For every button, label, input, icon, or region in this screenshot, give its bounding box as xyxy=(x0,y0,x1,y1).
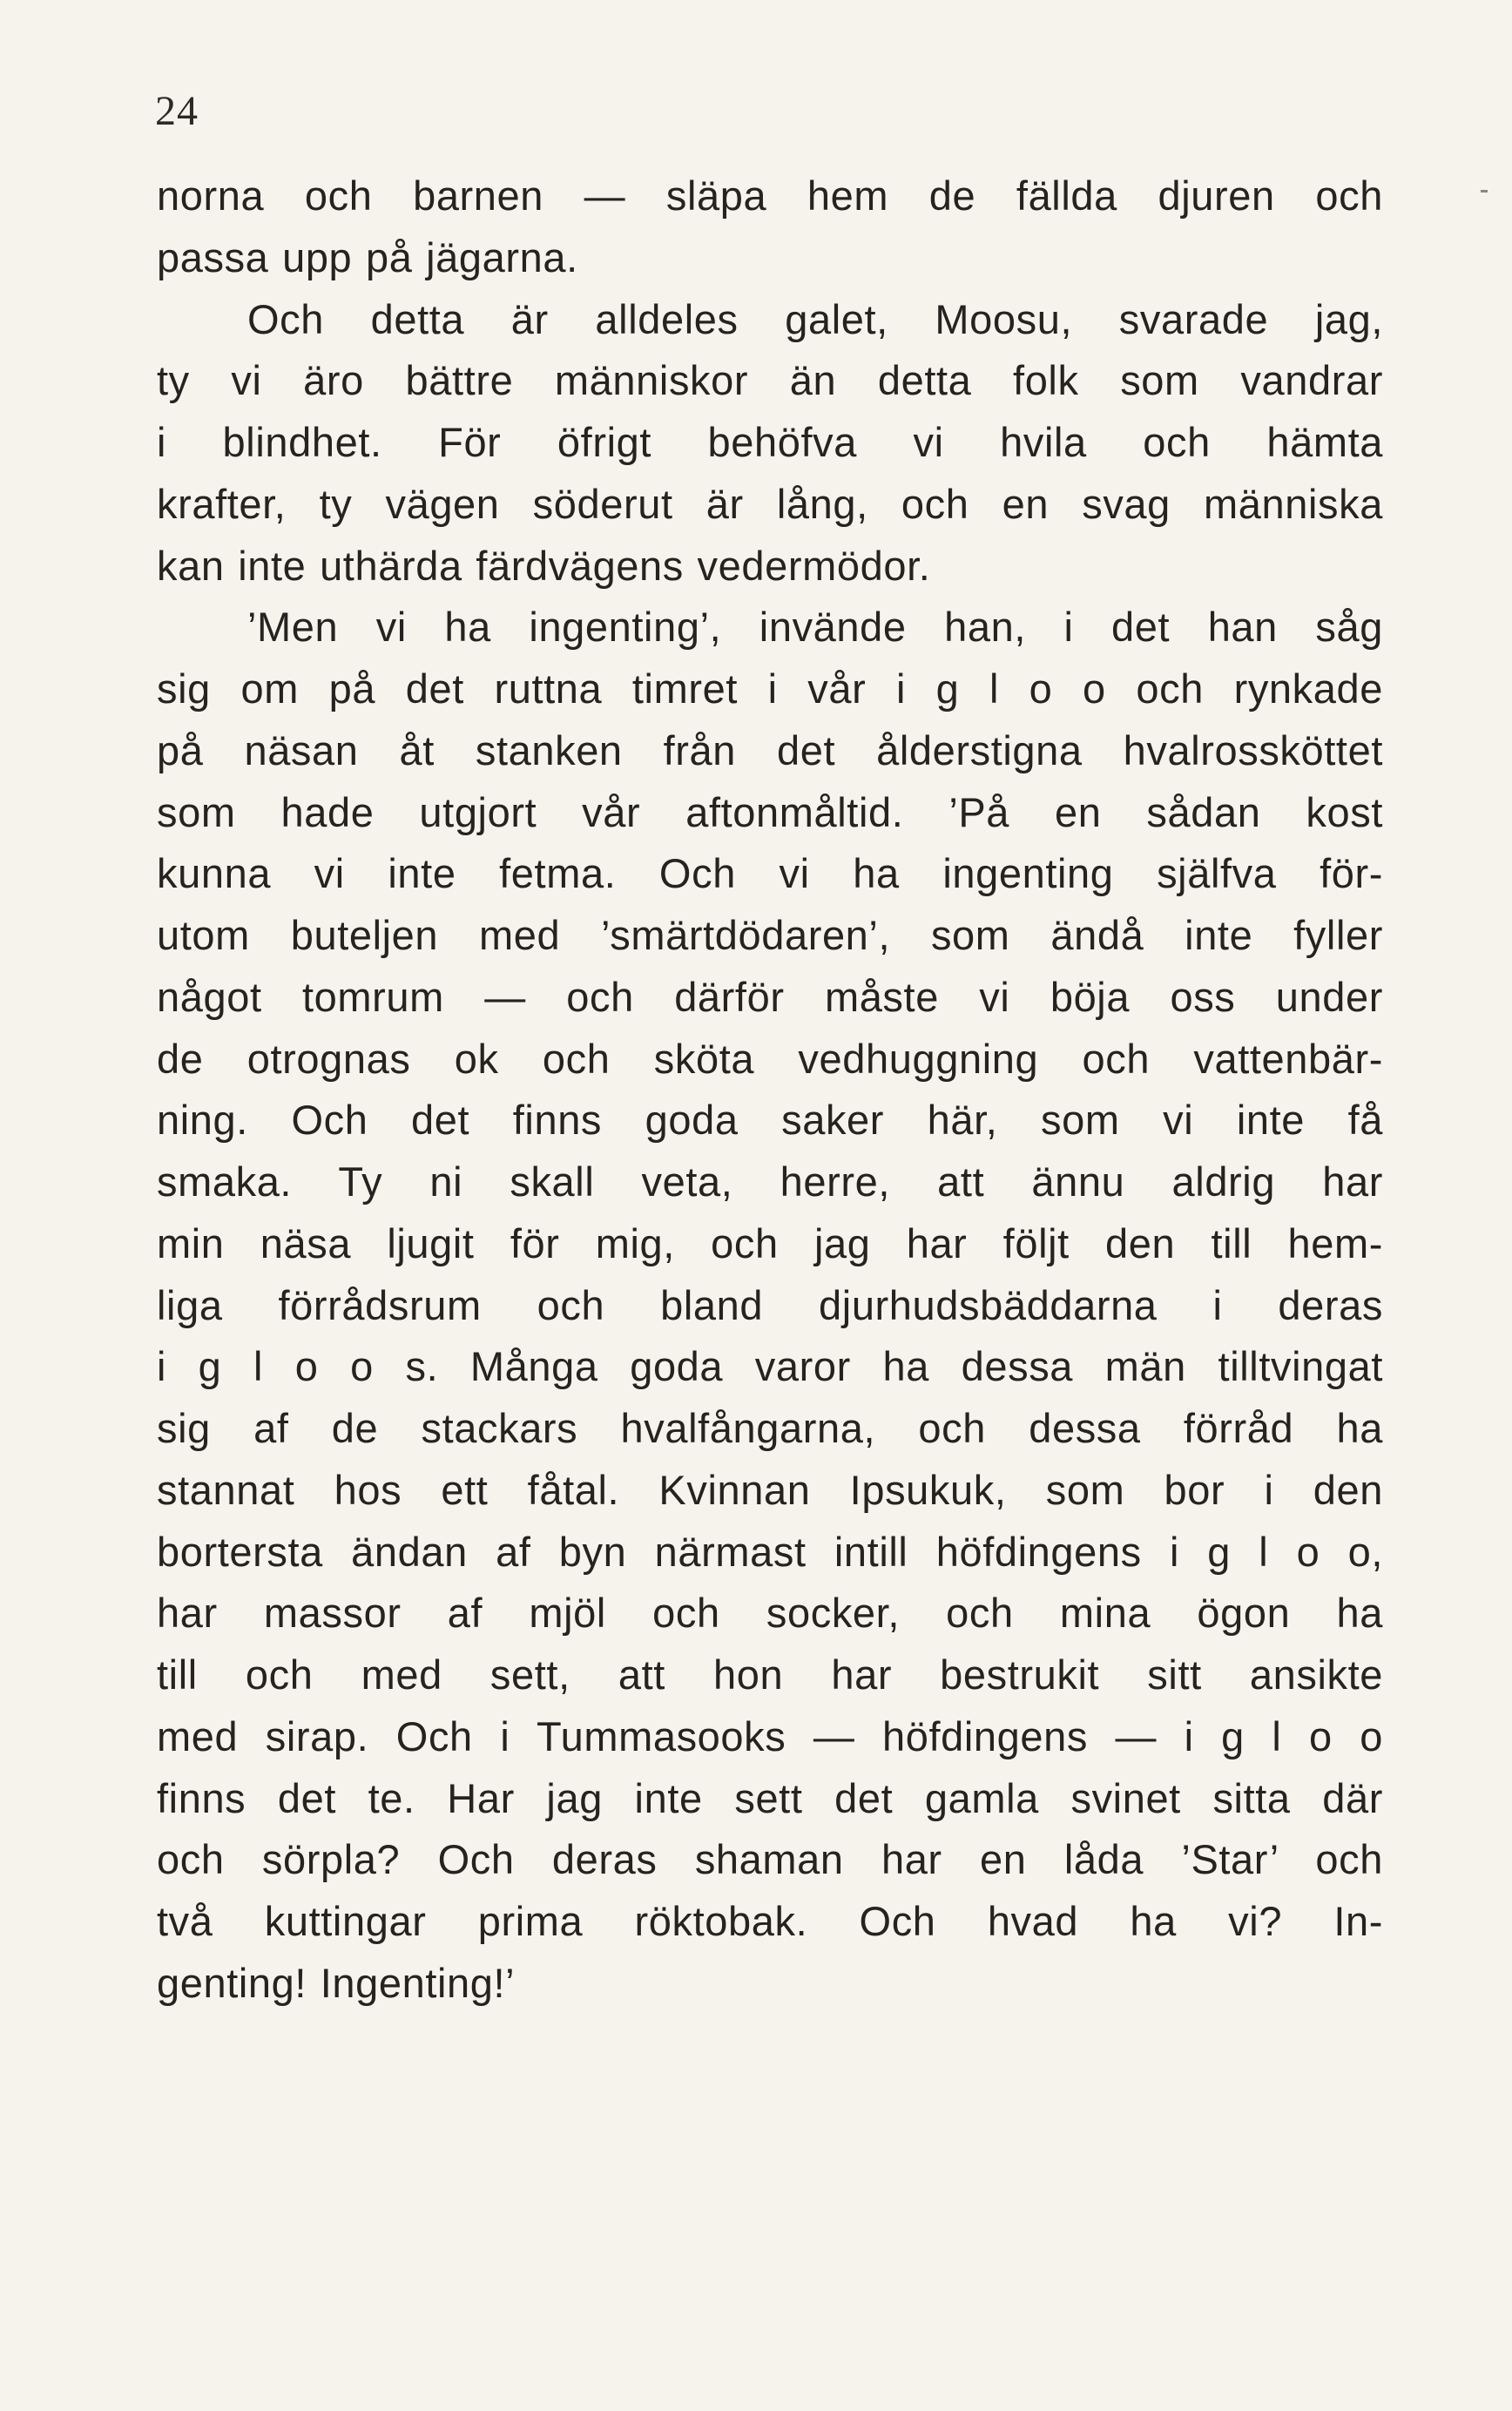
text-line: och sörpla? Och deras shaman har en låda ’Star’ och xyxy=(157,1836,1383,1883)
text-line: två kuttingar prima röktobak. Och hvad ha vi? In- xyxy=(157,1898,1383,1944)
text-line: passa upp på jägarna. xyxy=(157,233,578,280)
body-text xyxy=(157,165,1383,2015)
text-line: som hade utgjort vår aftonmåltid. ’På en sådan kost xyxy=(157,788,1383,835)
text-line: norna och barnen — släpa hem de fällda djuren och xyxy=(157,172,1383,219)
text-line: sig om på det ruttna timret i vår i g l o o och rynkade xyxy=(157,665,1383,712)
page-number: 24 xyxy=(155,88,199,134)
text-line: i g l o o s. Många goda varor ha dessa män tilltvingat xyxy=(157,1343,1383,1390)
text-line: ning. Och det finns goda saker här, som vi inte få xyxy=(157,1097,1383,1144)
text-line: Och detta är alldeles galet, Moosu, svarade jag, xyxy=(247,295,1383,342)
text-line: smaka. Ty ni skall veta, herre, att ännu aldrig har xyxy=(157,1158,1383,1205)
margin-mark xyxy=(1481,190,1488,192)
text-line: krafter, ty vägen söderut är lång, och en svag människa xyxy=(157,480,1383,527)
text-line: på näsan åt stanken från det ålderstigna hvalrossköttet xyxy=(157,726,1383,773)
text-line: i blindhet. För öfrigt behöfva vi hvila och hämta xyxy=(157,419,1383,465)
text-line: min näsa ljugit för mig, och jag har följt den till hem- xyxy=(157,1219,1383,1266)
text-line: ’Men vi ha ingenting’, invände han, i det han såg xyxy=(247,604,1383,651)
text-line: något tomrum — och därför måste vi böja oss under xyxy=(157,973,1383,1020)
text-line: till och med sett, att hon har bestrukit sitt ansikte xyxy=(157,1651,1383,1698)
text-line: utom buteljen med ’smärtdödaren’, som ändå inte fyller xyxy=(157,912,1383,958)
text-line: kunna vi inte fetma. Och vi ha ingenting själfva för- xyxy=(157,850,1383,897)
text-line: ty vi äro bättre människor än detta folk som vandrar xyxy=(157,357,1383,404)
text-line: har massor af mjöl och socker, och mina ögon ha xyxy=(157,1590,1383,1637)
text-line: sig af de stackars hvalfångarna, och dessa förråd ha xyxy=(157,1405,1383,1451)
text-line: liga förrådsrum och bland djurhudsbäddarna i deras xyxy=(157,1281,1383,1328)
text-line: bortersta ändan af byn närmast intill höfdingens i g l o o, xyxy=(157,1528,1383,1575)
text-line: stannat hos ett fåtal. Kvinnan Ipsukuk, som bor i den xyxy=(157,1466,1383,1513)
text-line: finns det te. Har jag inte sett det gamla svinet sitta där xyxy=(157,1774,1383,1821)
text-line: kan inte uthärda färdvägens vedermödor. xyxy=(157,542,931,589)
text-line: genting! Ingenting!’ xyxy=(157,1959,516,2006)
text-line: de otrognas ok och sköta vedhuggning och vattenbär- xyxy=(157,1035,1383,1082)
text-line: med sirap. Och i Tummasooks — höfdingens — i g l o o xyxy=(157,1712,1383,1759)
